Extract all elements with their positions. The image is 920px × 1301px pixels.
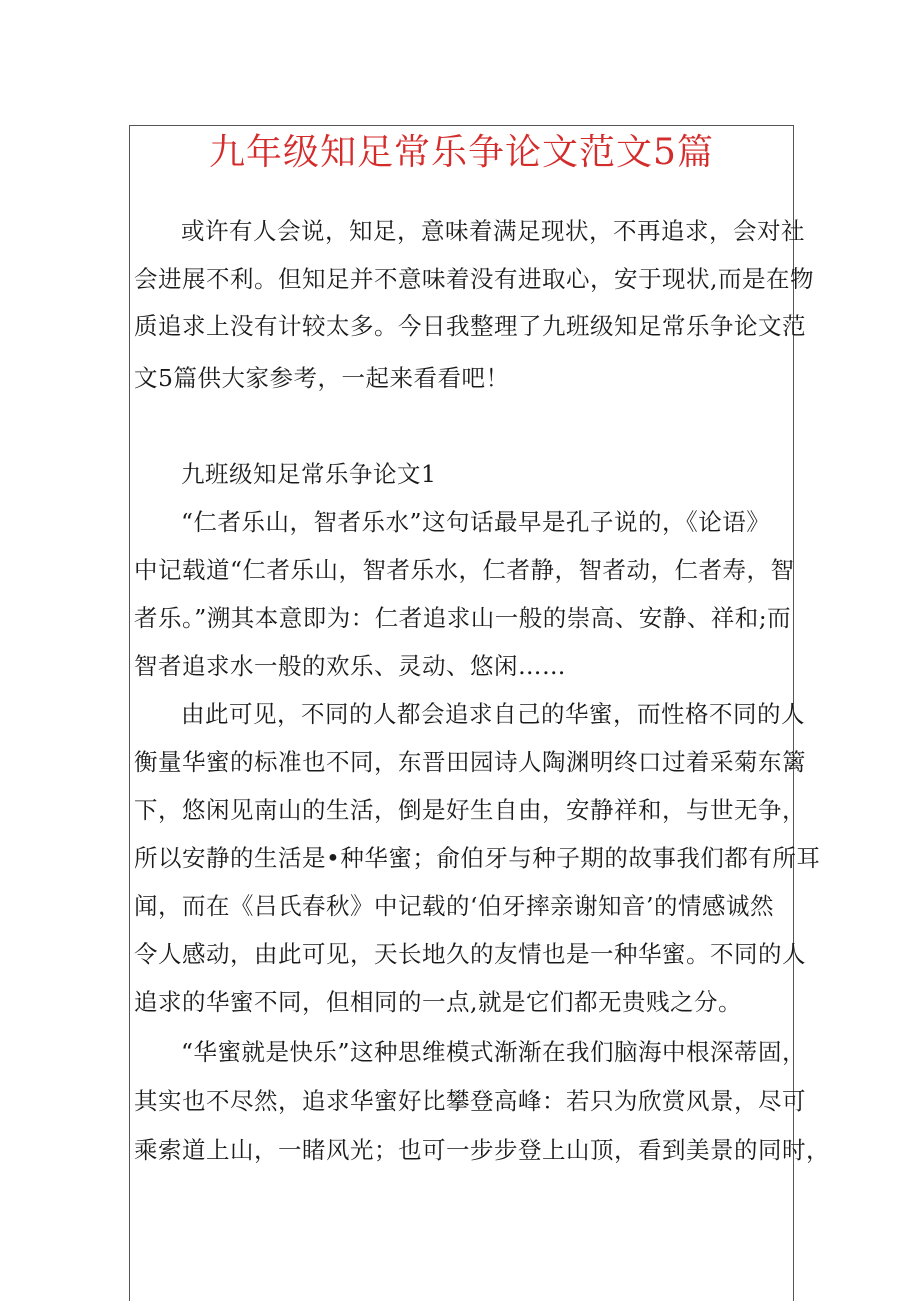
paragraph2-line-5: 闻，而在《吕氏春秋》中记载的‘伯牙摔亲谢知音’的情感诚然 [134, 892, 774, 920]
paragraph3-line-2: 其实也不尽然，追求华蜜好比攀登高峰：若只为欣赏风景，尽可 [134, 1087, 806, 1115]
paragraph2-line-7: 追求的华蜜不同，但相同的一点,就是它们都无贵贱之分。 [134, 988, 742, 1016]
paragraph2-line-6: 令人感动，由此可见，天长地久的友情也是一种华蜜。不同的人 [134, 940, 806, 968]
paragraph1-line-2: 中记载道“仁者乐山，智者乐水，仁者静，智者动，仁者寿，智 [134, 556, 795, 584]
paragraph2-line-4: 所以安静的生活是•种华蜜；俞伯牙与种子期的故事我们都有所耳 [134, 844, 821, 872]
paragraph3-line-1: “华蜜就是快乐”这种思维模式渐渐在我们脑海中根深蒂固， [181, 1038, 807, 1066]
paragraph1-line-1: “仁者乐山，智者乐水”这句话最早是孔子说的，《论语》 [181, 508, 771, 536]
paragraph1-line-4: 智者追求水一般的欢乐、灵动、悠闲…… [134, 652, 566, 680]
paragraph2-line-3: 下，悠闲见南山的生活，倒是好生自由，安静祥和，与世无争， [134, 796, 806, 824]
paragraph2-line-1: 由此可见，不同的人都会追求自己的华蜜，而性格不同的人 [181, 700, 805, 728]
intro-line-2: 会进展不利。但知足并不意味着没有进取心，安于现状,而是在物 [134, 265, 814, 293]
intro-line-4: 文5篇供大家参考，一起来看看吧！ [134, 364, 510, 392]
section-heading: 九班级知足常乐争论文1 [181, 460, 437, 488]
document-title: 九年级知足常乐争论文范文5篇 [209, 132, 714, 173]
paragraph1-line-3: 者乐。”溯其本意即为：仁者追求山一般的崇高、安静、祥和;而 [134, 604, 792, 632]
intro-line-1: 或许有人会说，知足，意味着满足现状，不再追求，会对社 [181, 217, 805, 245]
intro-line-3: 质追求上没有计较太多。今日我整理了九班级知足常乐争论文范 [134, 312, 806, 340]
paragraph3-line-3: 乘索道上山，一睹风光；也可一步步登上山顶，看到美景的同时， [134, 1136, 830, 1164]
paragraph2-line-2: 衡量华蜜的标准也不同，东晋田园诗人陶渊明终口过着采菊东篱 [134, 748, 806, 776]
